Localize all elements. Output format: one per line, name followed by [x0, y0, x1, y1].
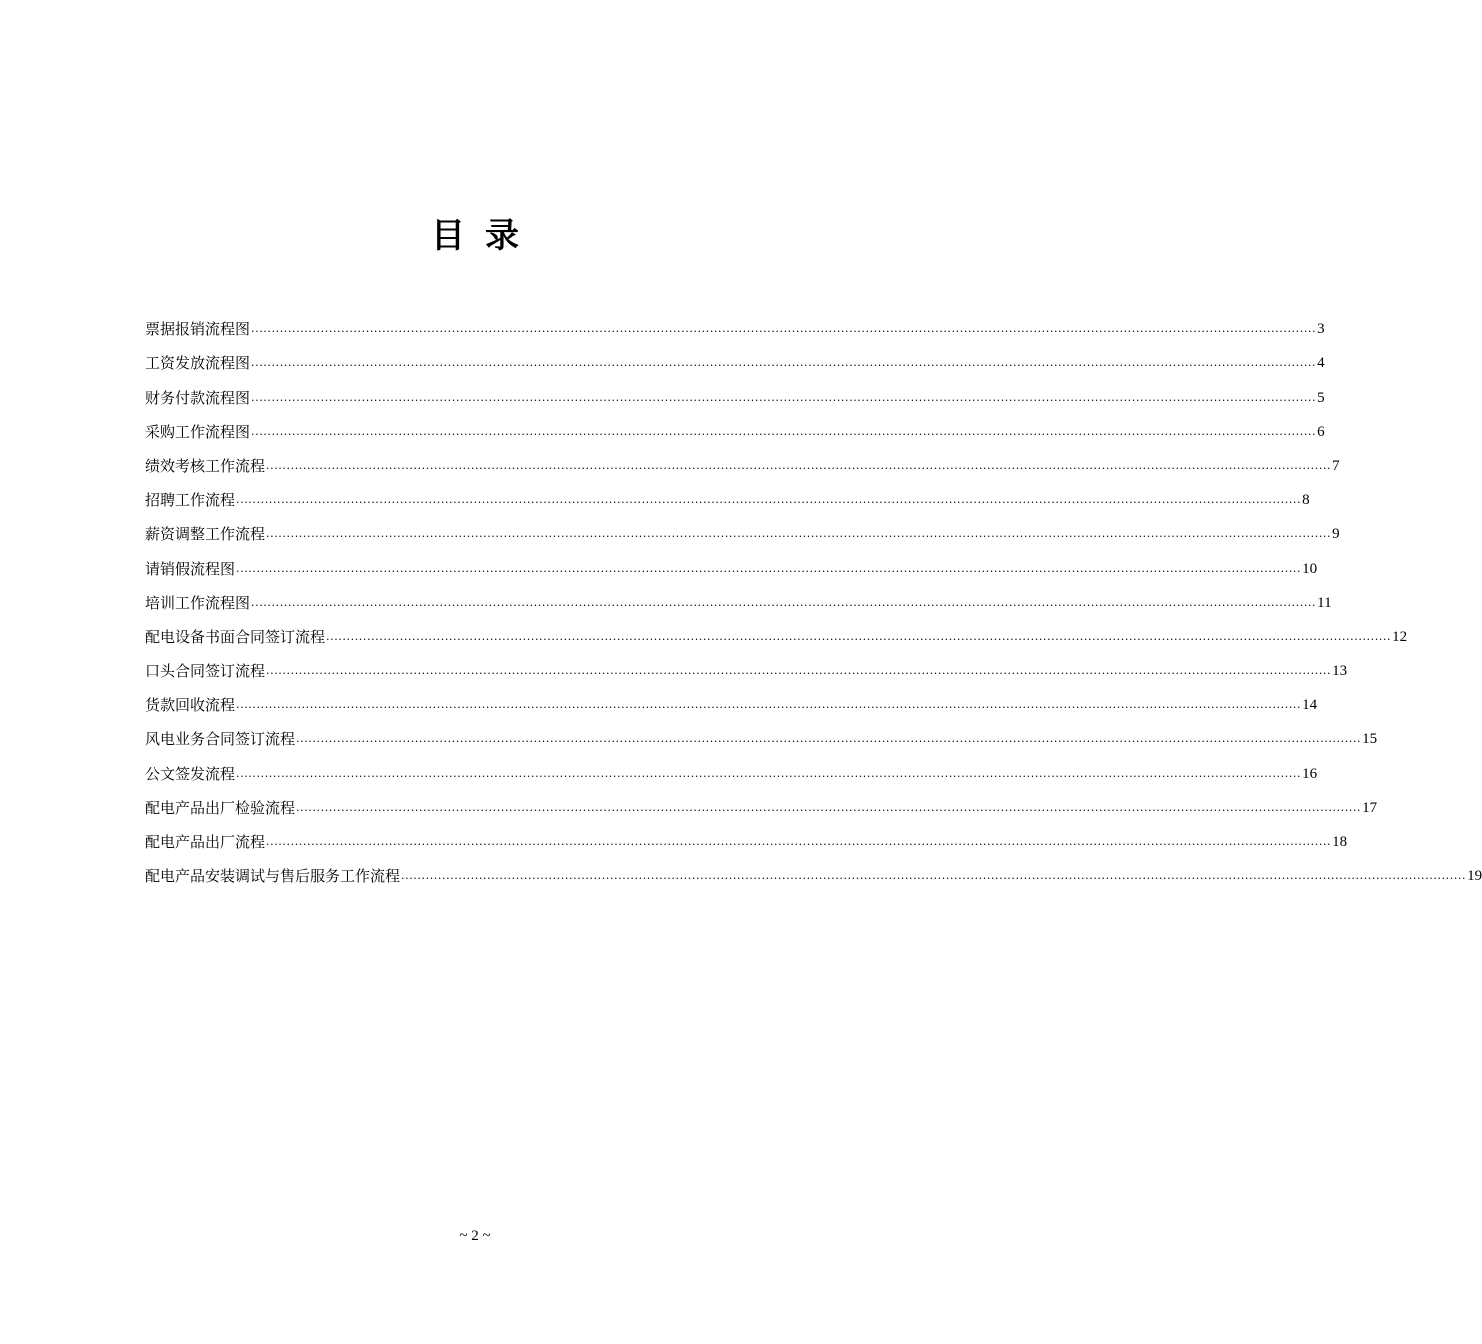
toc-entry-label: 薪资调整工作流程 — [145, 525, 266, 544]
toc-entry-page: 4 — [1317, 355, 1325, 372]
toc-dot-leader: .................................................................................................................................................................................................................................................................... — [251, 424, 1317, 438]
toc-entry-label: 配电产品出厂检验流程 — [145, 798, 296, 817]
toc-entry[interactable] — [145, 791, 1378, 825]
toc-dot-leader: .................................................................................................................................................................................................................................................................... — [251, 390, 1317, 404]
toc-entry-page: 10 — [1302, 560, 1318, 577]
toc-entry[interactable] — [145, 483, 1310, 517]
toc-entry[interactable] — [145, 551, 1318, 585]
toc-dot-leader: .................................................................................................................................................................................................................................................................... — [296, 732, 1362, 746]
toc-dot-leader: .................................................................................................................................................................................................................................................................... — [251, 595, 1317, 609]
toc-entry-page: 5 — [1317, 389, 1325, 406]
toc-entry-label: 请销假流程图 — [145, 559, 236, 578]
toc-entry-label: 招聘工作流程 — [145, 491, 236, 510]
toc-dot-leader: .................................................................................................................................................................................................................................................................... — [266, 664, 1332, 678]
table-of-contents — [145, 312, 1482, 893]
toc-entry-page: 14 — [1302, 697, 1318, 714]
toc-entry-label: 配电产品出厂流程 — [145, 833, 266, 851]
toc-entry[interactable] — [145, 859, 1482, 893]
toc-dot-leader: .................................................................................................................................................................................................................................................................... — [251, 322, 1317, 336]
toc-entry-page: 6 — [1317, 423, 1325, 440]
toc-entry-label: 采购工作流程图 — [145, 422, 251, 441]
toc-entry-page: 8 — [1302, 492, 1310, 509]
toc-entry-label: 财务付款流程图 — [145, 388, 251, 407]
toc-dot-leader: .................................................................................................................................................................................................................................................................... — [296, 800, 1362, 814]
toc-entry-label: 公文签发流程 — [145, 764, 236, 783]
toc-entry-label: 配电产品安装调试与售后服务工作流程 — [145, 867, 401, 886]
page-number-footer: ~ 2 ~ — [459, 1228, 491, 1244]
toc-entry[interactable] — [145, 756, 1318, 790]
toc-dot-leader: .................................................................................................................................................................................................................................................................... — [266, 458, 1332, 472]
toc-entry-page: 17 — [1362, 799, 1378, 816]
toc-entry[interactable] — [145, 586, 1332, 620]
toc-entry-page: 16 — [1302, 765, 1318, 782]
toc-entry-label: 培训工作流程图 — [145, 593, 251, 612]
toc-entry-page: 7 — [1332, 457, 1340, 474]
toc-entry-page: 13 — [1332, 663, 1348, 680]
toc-dot-leader: .................................................................................................................................................................................................................................................................... — [236, 766, 1302, 780]
toc-dot-leader: .................................................................................................................................................................................................................................................................... — [326, 629, 1392, 643]
page-title: 目录 — [431, 216, 539, 256]
toc-entry[interactable] — [145, 449, 1340, 483]
toc-entry[interactable] — [145, 517, 1340, 551]
toc-entry[interactable] — [145, 620, 1408, 654]
toc-entry-label: 绩效考核工作流程 — [145, 456, 266, 475]
toc-entry[interactable] — [145, 312, 1325, 346]
toc-dot-leader: .................................................................................................................................................................................................................................................................... — [236, 493, 1302, 507]
toc-dot-leader: .................................................................................................................................................................................................................................................................... — [266, 835, 1332, 848]
toc-entry-page: 3 — [1317, 321, 1325, 338]
toc-entry-label: 货款回收流程 — [145, 696, 236, 715]
toc-dot-leader: .................................................................................................................................................................................................................................................................... — [236, 698, 1302, 712]
toc-entry-label: 工资发放流程图 — [145, 354, 251, 373]
toc-entry-page: 18 — [1332, 834, 1348, 850]
toc-dot-leader: .................................................................................................................................................................................................................................................................... — [251, 356, 1317, 370]
toc-entry-page: 15 — [1362, 731, 1378, 748]
toc-dot-leader: .................................................................................................................................................................................................................................................................... — [236, 561, 1302, 575]
toc-entry-label: 配电设备书面合同签订流程 — [145, 627, 326, 646]
toc-entry[interactable] — [145, 654, 1348, 688]
toc-entry[interactable] — [145, 415, 1325, 449]
toc-dot-leader: .................................................................................................................................................................................................................................................................... — [266, 527, 1332, 541]
toc-entry[interactable] — [145, 722, 1378, 756]
toc-entry-label: 风电业务合同签订流程 — [145, 730, 296, 749]
toc-entry[interactable] — [145, 825, 1348, 859]
toc-entry-page: 11 — [1317, 594, 1332, 611]
toc-dot-leader: .................................................................................................................................................................................................................................................................... — [401, 869, 1467, 883]
toc-entry[interactable] — [145, 380, 1325, 414]
toc-entry-label: 票据报销流程图 — [145, 320, 251, 339]
toc-entry[interactable] — [145, 688, 1318, 722]
toc-entry-page: 19 — [1467, 868, 1482, 885]
toc-entry-page: 9 — [1332, 526, 1340, 543]
toc-entry-label: 口头合同签订流程 — [145, 662, 266, 681]
toc-entry[interactable] — [145, 346, 1325, 380]
toc-entry-page: 12 — [1392, 628, 1408, 645]
